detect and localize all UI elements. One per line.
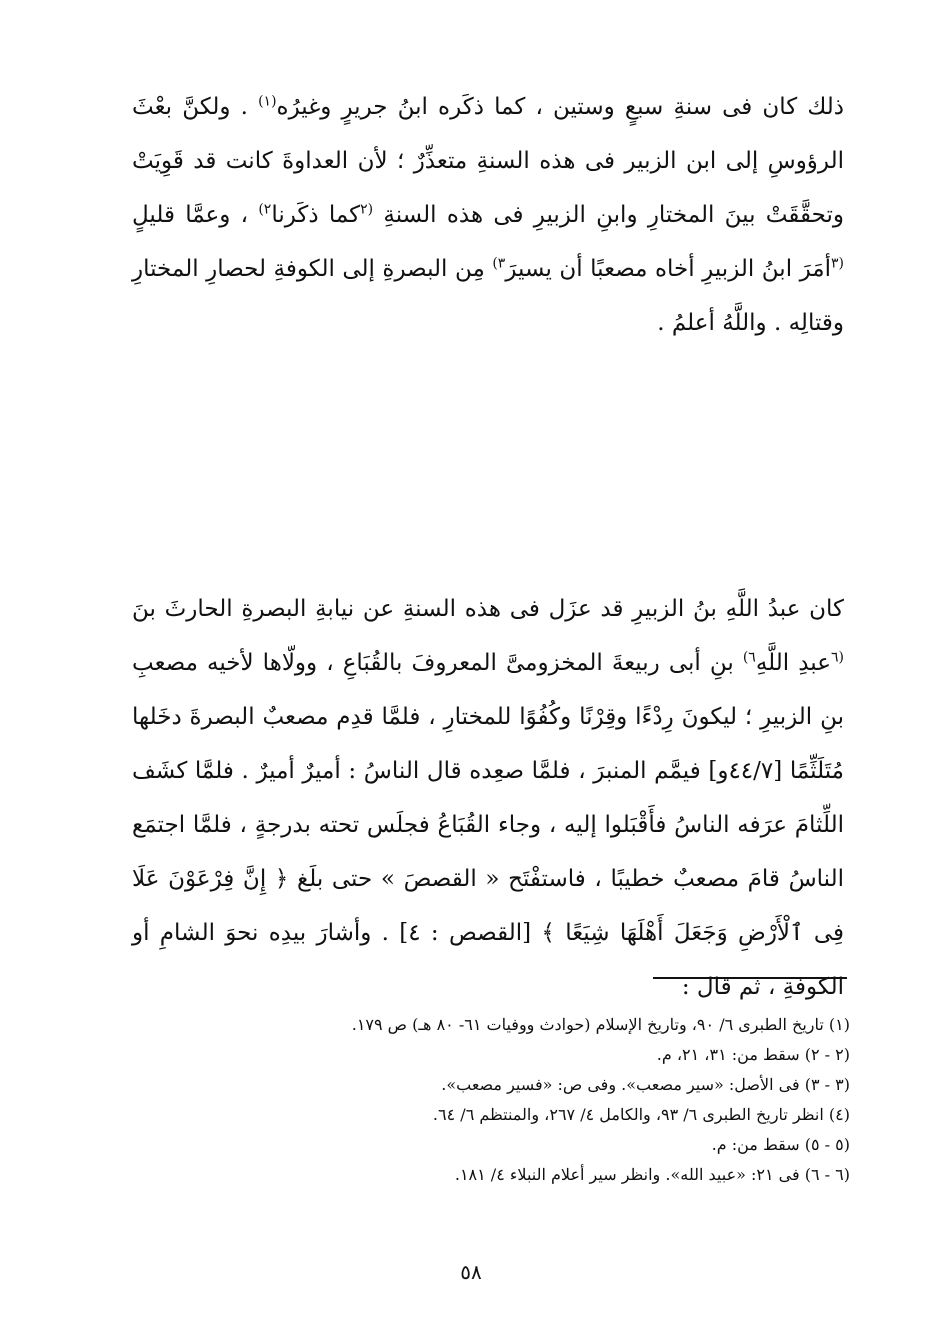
body-paragraph-2 [132, 582, 844, 1014]
footnote-5: (٥ - ٥) سقط من: م. [711, 1135, 850, 1154]
para1-text-a: ذلك كان فى سنةِ سبعٍ وستين ، كما ذكَره ابنُ جريرٍ وغيرُه [276, 94, 844, 120]
footnote-2: (٢ - ٢) سقط من: ٣١، ٢١، م. [656, 1045, 850, 1064]
footnote-1: (١) تاريخ الطبرى ٦/ ٩٠، وتاريخ الإسلام (حوادث ووفيات ٦١- ٨٠ هـ) ص ١٧٩. [351, 1015, 850, 1034]
footnote-ref-2-close: ٢) [258, 201, 272, 218]
para1-text-f: مِن البصرةِ إلى الكوفةِ لحصارِ المختارِ وقتالِه . واللَّهُ أعلمُ . [132, 256, 844, 336]
para1-text-c: كما ذكَرنا [271, 202, 361, 228]
footnote-ref-6-open: (٦ [830, 649, 844, 666]
body-paragraph-1 [132, 80, 844, 350]
para2-text-b: عبدِ اللَّهِ [755, 650, 831, 676]
footnote-ref-6-close: ٦) [742, 649, 756, 666]
footnote-6: (٦ - ٦) فى ٢١: «عبيد الله». وانظر سير أعلام النبلاء ٤/ ١٨١. [454, 1165, 850, 1184]
para1-text-d: ، وعمَّا قليلٍ [132, 202, 259, 228]
para1-text-e: أمَرَ ابنُ الزبيرِ أخاه مصعبًا أن يسيرَ [505, 256, 832, 282]
footnote-4: (٤) انظر تاريخ الطبرى ٦/ ٩٣، والكامل ٤/ ٢٦٧، والمنتظم ٦/ ٦٤. [432, 1105, 850, 1124]
page-number: ٥٨ [460, 1260, 482, 1284]
footnote-ref-2-open: (٢ [360, 201, 374, 218]
para2-text-a: كان عبدُ اللَّهِ بنُ الزبيرِ قد عزَل فى هذه السنةِ عن نيابةِ البصرةِ الحارثَ بنَ [132, 596, 844, 622]
footnote-divider [653, 977, 847, 979]
footnote-ref-3-close: ٣) [492, 255, 506, 272]
para1-text-b: . ولكنَّ بعْثَ الرؤوسِ إلى ابن الزبير فى هذه السنةِ متعذِّرٌ ؛ لأن العداوةَ كانت قد قَوِيَتْ وتحقَّقَتْ بينَ المختارِ وابنِ الزبيرِ فى هذه السنةِ [132, 94, 844, 228]
footnotes-list [170, 1010, 850, 1190]
footnote-ref-1: (١) [258, 93, 277, 110]
para2-text-c: بنِ أبى ربيعةَ المخزومىَّ المعروفَ بالقُبَاعِ ، وولّاها لأخيه مصعبِ بنِ الزبيرِ ؛ ليكونَ رِدْءًا وقِرْنًا وكُفُوًا للمختارِ ، فلمَّا قدِم مصعبٌ البصرةَ دخَلها مُتَلَثِّمًا [٤٤/٧و] فيمَّم المنبرَ ، فلمَّا صعِده قال الناسُ : أميرٌ أميرٌ . فلمَّا كشَف اللِّثامَ عرَفه الناسُ فأَقْبَلوا إليه ، وجاء القُبَاعُ فجلَس تحته بدرجةٍ ، فلمَّا اجتمَع الناسُ قامَ مصعبٌ خطيبًا ، فاستفْتَح « القصصَ » حتى بلَغ ﴿ إِنَّ فِرْعَوْنَ عَلَا فِى ٱلْأَرْضِ وَجَعَلَ أَهْلَهَا شِيَعًا ﴾ [القصص : ٤] . وأشارَ بيدِه نحوَ الشامِ أو الكوفةِ ، ثم قال : [132, 650, 844, 1000]
footnote-ref-3-open: (٣ [831, 255, 845, 272]
footnote-3: (٣ - ٣) فى الأصل: «سير مصعب». وفى ص: «فسير مصعب». [441, 1075, 850, 1094]
